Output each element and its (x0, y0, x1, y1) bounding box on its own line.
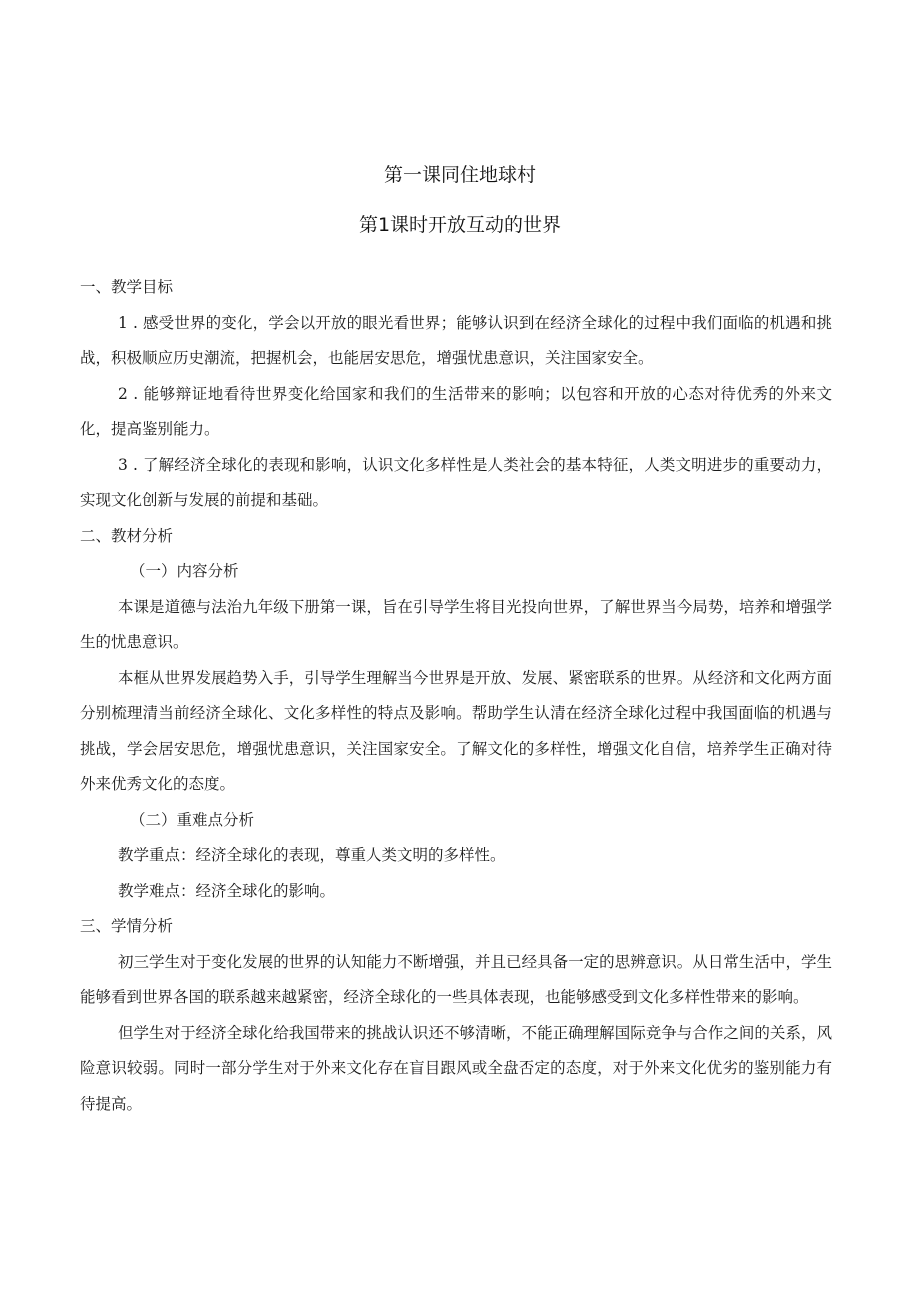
teaching-difficulty: 教学难点：经济全球化的影响。 (118, 881, 336, 900)
section-heading-material: 二、教材分析 (80, 526, 174, 545)
objective-item: 3 . 了解经济全球化的表现和影响，认识文化多样性是人类社会的基本特征，人类文明进步的重要动力，实现文化创新与发展的前提和基础。 (80, 455, 832, 509)
objective-item: 2 . 能够辩证地看待世界变化给国家和我们的生活带来的影响；以包容和开放的心态对待优秀的外来文化，提高鉴别能力。 (80, 384, 832, 438)
page-subtitle: 第1课时开放互动的世界 (358, 214, 562, 236)
objective-item: 1 . 感受世界的变化，学会以开放的眼光看世界；能够认识到在经济全球化的过程中我们面临的机遇和挑战，积极顺应历史潮流，把握机会，也能居安思危，增强忧患意识，关注国家安全。 (80, 313, 832, 367)
section-heading-objectives: 一、教学目标 (80, 278, 174, 296)
document-body (80, 270, 832, 1122)
subsection-heading-keypoints: （二）重难点分析 (130, 810, 255, 829)
paragraph: 初三学生对于变化发展的世界的认知能力不断增强，并且已经具备一定的思辨意识。从日常生活中，学生能够看到世界各国的联系越来越紧密，经济全球化的一些具体表现，也能够感受到文化多样性带来的影响。 (80, 952, 832, 1006)
paragraph: 本框从世界发展趋势入手，引导学生理解当今世界是开放、发展、紧密联系的世界。从经济和文化两方面分别梳理清当前经济全球化、文化多样性的特点及影响。帮助学生认清在经济全球化过程中我国面临的机遇与挑战，学会居安思危，增强忧患意识，关注国家安全。了解文化的多样性，增强文化自信，培养学生正确对待外来优秀文化的态度。 (80, 668, 832, 793)
page-title: 第一课同住地球村 (383, 164, 536, 186)
paragraph: 但学生对于经济全球化给我国带来的挑战认识还不够清晰，不能正确理解国际竞争与合作之间的关系，风险意识较弱。同时一部分学生对于外来文化存在盲目跟风或全盘否定的态度，对于外来文化优劣的鉴别能力有待提高。 (80, 1023, 832, 1113)
paragraph: 本课是道德与法治九年级下册第一课，旨在引导学生将目光投向世界，了解世界当今局势，培养和增强学生的忧患意识。 (80, 597, 832, 651)
section-heading-students: 三、学情分析 (80, 917, 174, 935)
subsection-heading-content: （一）内容分析 (130, 562, 239, 580)
teaching-key-point: 教学重点：经济全球化的表现，尊重人类文明的多样性。 (118, 846, 506, 864)
